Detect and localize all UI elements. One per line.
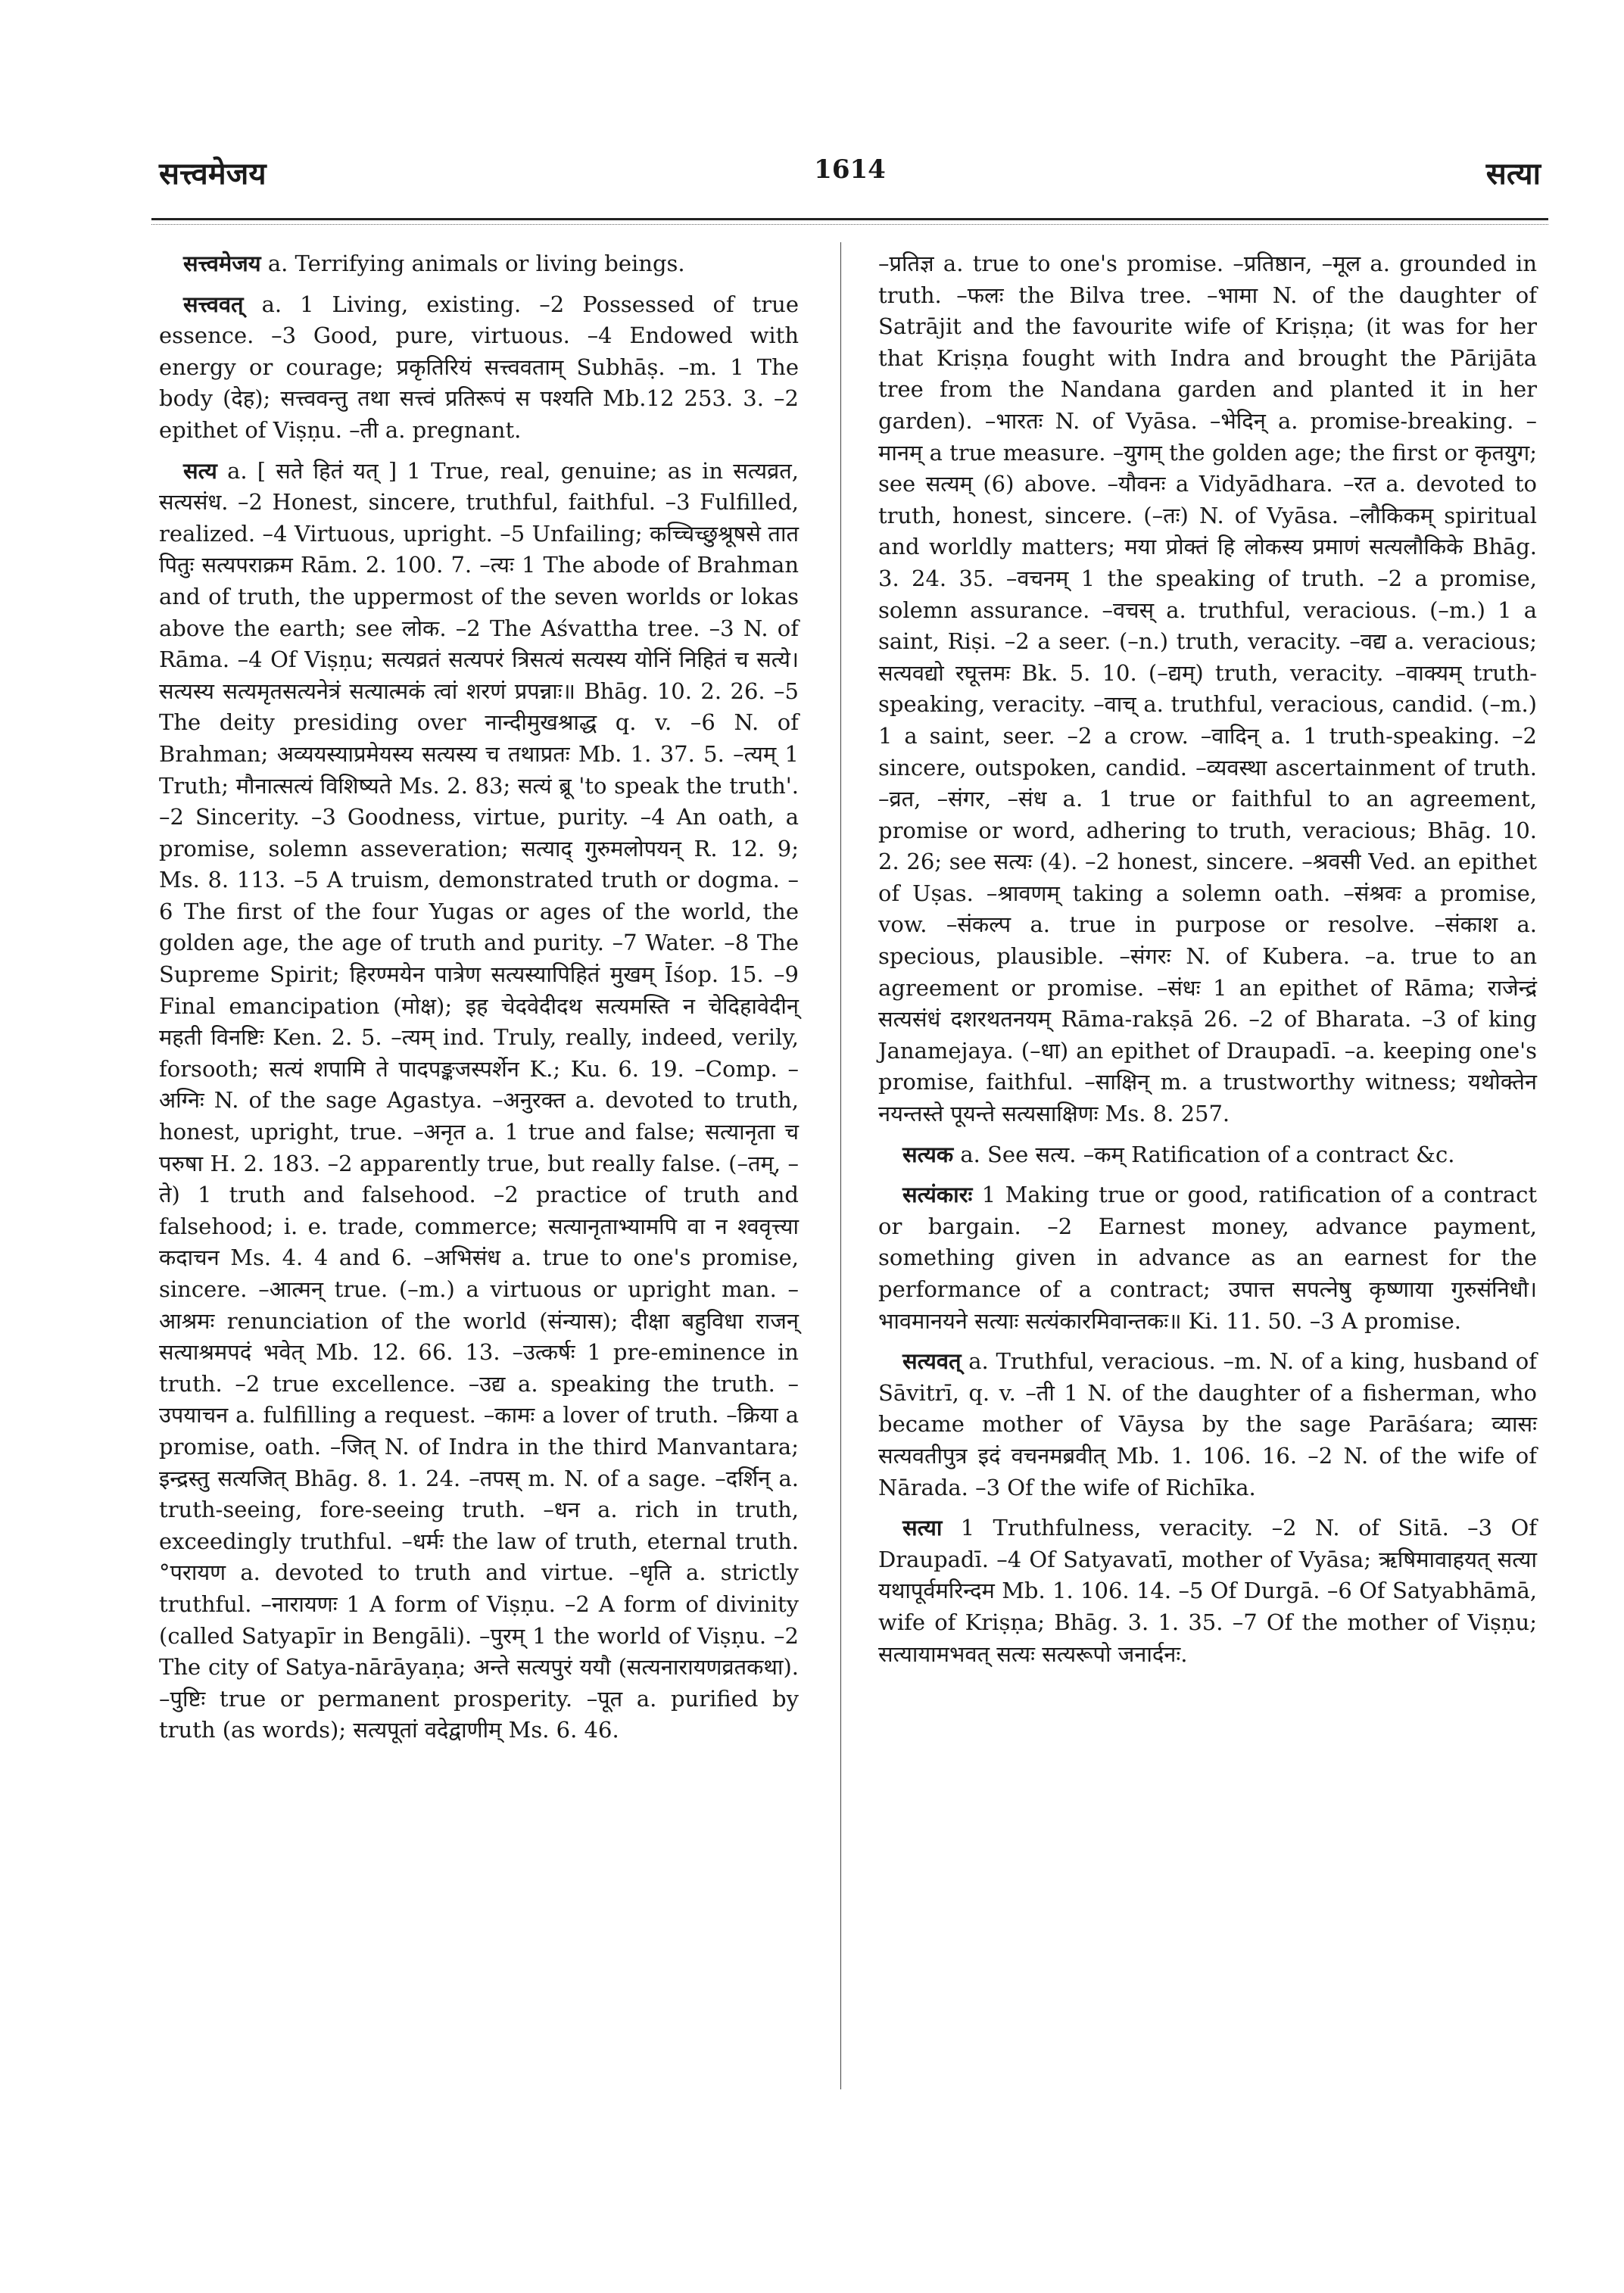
entry-text: 1 Making true or good, ratification of a contract or bargain. –2 Earnest money, advance payment, something given in advance as an earnest for the performance of a contract; उपात्त सपत्नेषु कृष्णाया गुरुसंनिधौ। भावमानयने सत्याः सत्यंकारमिवान्तकः॥ Ki. 11. 50. –3 A promise. [878, 1182, 1538, 1334]
dictionary-entry [159, 456, 799, 1746]
dictionary-entry [159, 248, 799, 280]
dictionary-entry-continuation [878, 248, 1537, 1130]
right-column [878, 248, 1537, 1679]
header-right-guide-word: सत्या [1485, 156, 1541, 192]
entry-text: a. Truthful, veracious. –m. N. of a king, husband of Sāvitrī, q. v. –ती 1 N. of the daughter of a fisherman, who became mother of Vāysa by the sage Parāśara; व्यासः सत्यवतीपुत्र इदं वचनमब्रवीत् Mb. 1. 106. 16. –2 N. of the wife of Nārada. –3 Of the wife of Richīka. [878, 1348, 1538, 1500]
dictionary-entry [878, 1346, 1537, 1503]
left-column [159, 248, 799, 1756]
entry-headword: सत्य [183, 457, 217, 484]
entry-text: a. [ सते हितं यत् ] 1 True, real, genuine; as in सत्यव्रत, सत्यसंध. –2 Honest, sincere, truthful, faithful. –3 Fulfilled, realized. –4 Virtuous, upright. –5 Unfailing; कच्चिच्छुश्रूषसे तात पितुः सत्यपराक्रम Rām. 2. 100. 7. –त्यः 1 The abode of Brahman and of truth, the uppermost of the seven worlds or lokas above the earth; see लोक. –2 The Aśvattha tree. –3 N. of Rāma. –4 Of Viṣṇu; सत्यव्रतं सत्यपरं त्रिसत्यं सत्यस्य योनिं निहितं च सत्ये। सत्यस्य सत्यमृतसत्यनेत्रं सत्यात्मकं त्वां शरणं प्रपन्नाः॥ Bhāg. 10. 2. 26. –5 The deity presiding over नान्दीमुखश्राद्ध q. v. –6 N. of Brahman; अव्ययस्याप्रमेयस्य सत्यस्य च तथाप्रतः Mb. 1. 37. 5. –त्यम् 1 Truth; मौनात्सत्यं विशिष्यते Ms. 2. 83; सत्यं ब्रू 'to speak the truth'. –2 Sincerity. –3 Goodness, virtue, purity. –4 An oath, a promise, solemn asseveration; सत्याद् गुरुमलोपयन् R. 12. 9; Ms. 8. 113. –5 A truism, demonstrated truth or dogma. –6 The first of the four Yugas or ages of the world, the golden age, the age of truth and purity. –7 Water. –8 The Supreme Spirit; हिरण्मयेन पात्रेण सत्यस्यापिहितं मुखम् Īśop. 15. –9 Final emancipation (मोक्ष); इह चेदवेदीदथ सत्यमस्ति न चेदिहावेदीन् महती विनष्टिः Ken. 2. 5. –त्यम् ind. Truly, really, indeed, verily, forsooth; सत्यं शपामि ते पादपङ्कजस्पर्शेन K.; Ku. 6. 19. –Comp. –अग्निः N. of the sage Agastya. –अनुरक्त a. devoted to truth, honest, upright, true. –अनृत a. 1 true and false; सत्यानृता च परुषा H. 2. 183. –2 apparently true, but really false. (–तम्, –ते) 1 truth and falsehood. –2 practice of truth and falsehood; i. e. trade, commerce; सत्यानृताभ्यामपि वा न श्ववृत्त्या कदाचन Ms. 4. 4 and 6. –अभिसंध a. true to one's promise, sincere. –आत्मन् true. (–m.) a virtuous or upright man. –आश्रमः renunciation of the world (संन्यास); दीक्षा बहुविधा राजन् सत्याश्रमपदं भवेत् Mb. 12. 66. 13. –उत्कर्षः 1 pre-eminence in truth. –2 true excellence. –उद्य a. speaking the truth. –उपयाचन a. fulfilling a request. –कामः a lover of truth. –क्रिया a promise, oath. –जित् N. of Indra in the third Manvantara; इन्द्रस्तु सत्यजित् Bhāg. 8. 1. 24. –तपस् m. N. of a sage. –दर्शिन् a. truth-seeing, fore-seeing truth. –धन a. rich in truth, exceedingly truthful. –धर्मः the law of truth, eternal truth. °परायण a. devoted to truth and virtue. –धृति a. strictly truthful. –नारायणः 1 A form of Viṣṇu. –2 A form of divinity (called Satyapīr in Bengāli). –पुरम् 1 the world of Viṣṇu. –2 The city of Satya-nārāyaṇa; अन्ते सत्यपुरं ययौ (सत्यनारायणव्रतकथा). –पुष्टिः true or permanent prosperity. –पूत a. purified by truth (as words); सत्यपूतां वदेद्वाणीम् Ms. 6. 46. [159, 457, 800, 1743]
header-dotted-rule [151, 224, 1548, 225]
page-header [159, 151, 1541, 204]
entry-headword: सत्यंकारः [902, 1182, 973, 1208]
entry-text: a. 1 Living, existing. –2 Possessed of true essence. –3 Good, pure, virtuous. –4 Endowed with energy or courage; प्रकृतिरियं सत्त्ववताम् Subhāṣ. –m. 1 The body (देह); सत्त्ववन्तु तथा सत्त्वं प्रतिरूपं स पश्यति Mb.12 253. 3. –2 epithet of Viṣṇu. –ती a. pregnant. [159, 291, 800, 443]
entry-headword: सत्त्ववत् [183, 291, 244, 317]
dictionary-entry [878, 1179, 1537, 1337]
entry-text: a. See सत्य. –कम् Ratification of a contract &c. [960, 1141, 1455, 1167]
entry-headword: सत्यवत् [902, 1348, 962, 1375]
page-number: 1614 [814, 154, 886, 185]
entry-text: –प्रतिज्ञ a. true to one's promise. –प्रतिष्ठान, –मूल a. grounded in truth. –फलः the Bilva tree. –भामा N. of the daughter of Satrājit and the favourite wife of Kriṣṇa; (it was for her that Kriṣṇa fought with Indra and brought the Pārijāta tree from the Nandana garden and planted it in her garden). –भारतः N. of Vyāsa. –भेदिन् a. promise-breaking. –मानम् a true measure. –युगम् the golden age; the first or कृतयुग; see सत्यम् (6) above. –यौवनः a Vidyādhara. –रत a. devoted to truth, honest, sincere. (–तः) N. of Vyāsa. –लौकिकम् spiritual and worldly matters; मया प्रोक्तं हि लोकस्य प्रमाणं सत्यलौकिके Bhāg. 3. 24. 35. –वचनम् 1 the speaking of truth. –2 a promise, solemn assurance. –वचस् a. truthful, veracious. (–m.) 1 a saint, Riṣi. –2 a seer. (–n.) truth, veracity. –वद्य a. veracious; सत्यवद्यो रघूत्तमः Bk. 5. 10. (–द्यम्) truth, veracity. –वाक्यम् truth-speaking, veracity. –वाच् a. truthful, veracious, candid. (–m.) 1 a saint, seer. –2 a crow. –वादिन् a. 1 truth-speaking. –2 sincere, outspoken, candid. –व्यवस्था ascertainment of truth. –व्रत, –संगर, –संध a. 1 true or faithful to an agreement, promise or word, adhering to truth, veracious; Bhāg. 10. 2. 26; see सत्यः (4). –2 honest, sincere. –श्रवसी Ved. an epithet of Uṣas. –श्रावणम् taking a solemn oath. –संश्रवः a promise, vow. –संकल्प a. true in purpose or resolve. –संकाश a. specious, plausible. –संगरः N. of Kubera. –a. true to an agreement or promise. –संधः 1 an epithet of Rāma; राजेन्द्रं सत्यसंधं दशरथतनयम् Rāma-rakṣā 26. –2 of Bharata. –3 of king Janamejaya. (–धा) an epithet of Draupadī. –a. keeping one's promise, faithful. –साक्षिन् m. a trustworthy witness; यथोक्तेन नयन्तस्ते पूयन्ते सत्यसाक्षिणः Ms. 8. 257. [878, 251, 1537, 1127]
column-divider [840, 242, 841, 2089]
dictionary-entry [159, 289, 799, 447]
entry-headword: सत्त्वमेजय [183, 251, 261, 276]
entry-headword: सत्या [902, 1515, 943, 1541]
entry-headword: सत्यक [902, 1141, 954, 1167]
entry-text: a. Terrifying animals or living beings. [267, 251, 685, 276]
header-left-guide-word: सत्त्वमेजय [159, 156, 267, 192]
entry-text: 1 Truthfulness, veracity. –2 N. of Sitā. –3 Of Draupadī. –4 Of Satyavatī, mother of Vyāsa; ऋषिमावाहयत् सत्या यथापूर्वमरिन्दम Mb. 1. 106. 14. –5 Of Durgā. –6 Of Satyabhāmā, wife of Kriṣṇa; Bhāg. 3. 1. 35. –7 Of the mother of Viṣṇu; सत्यायामभवत् सत्यः सत्यरूपो जनार्दनः. [878, 1515, 1537, 1667]
header-rule [151, 218, 1548, 220]
dictionary-entry [878, 1513, 1537, 1670]
dictionary-entry [878, 1139, 1537, 1171]
